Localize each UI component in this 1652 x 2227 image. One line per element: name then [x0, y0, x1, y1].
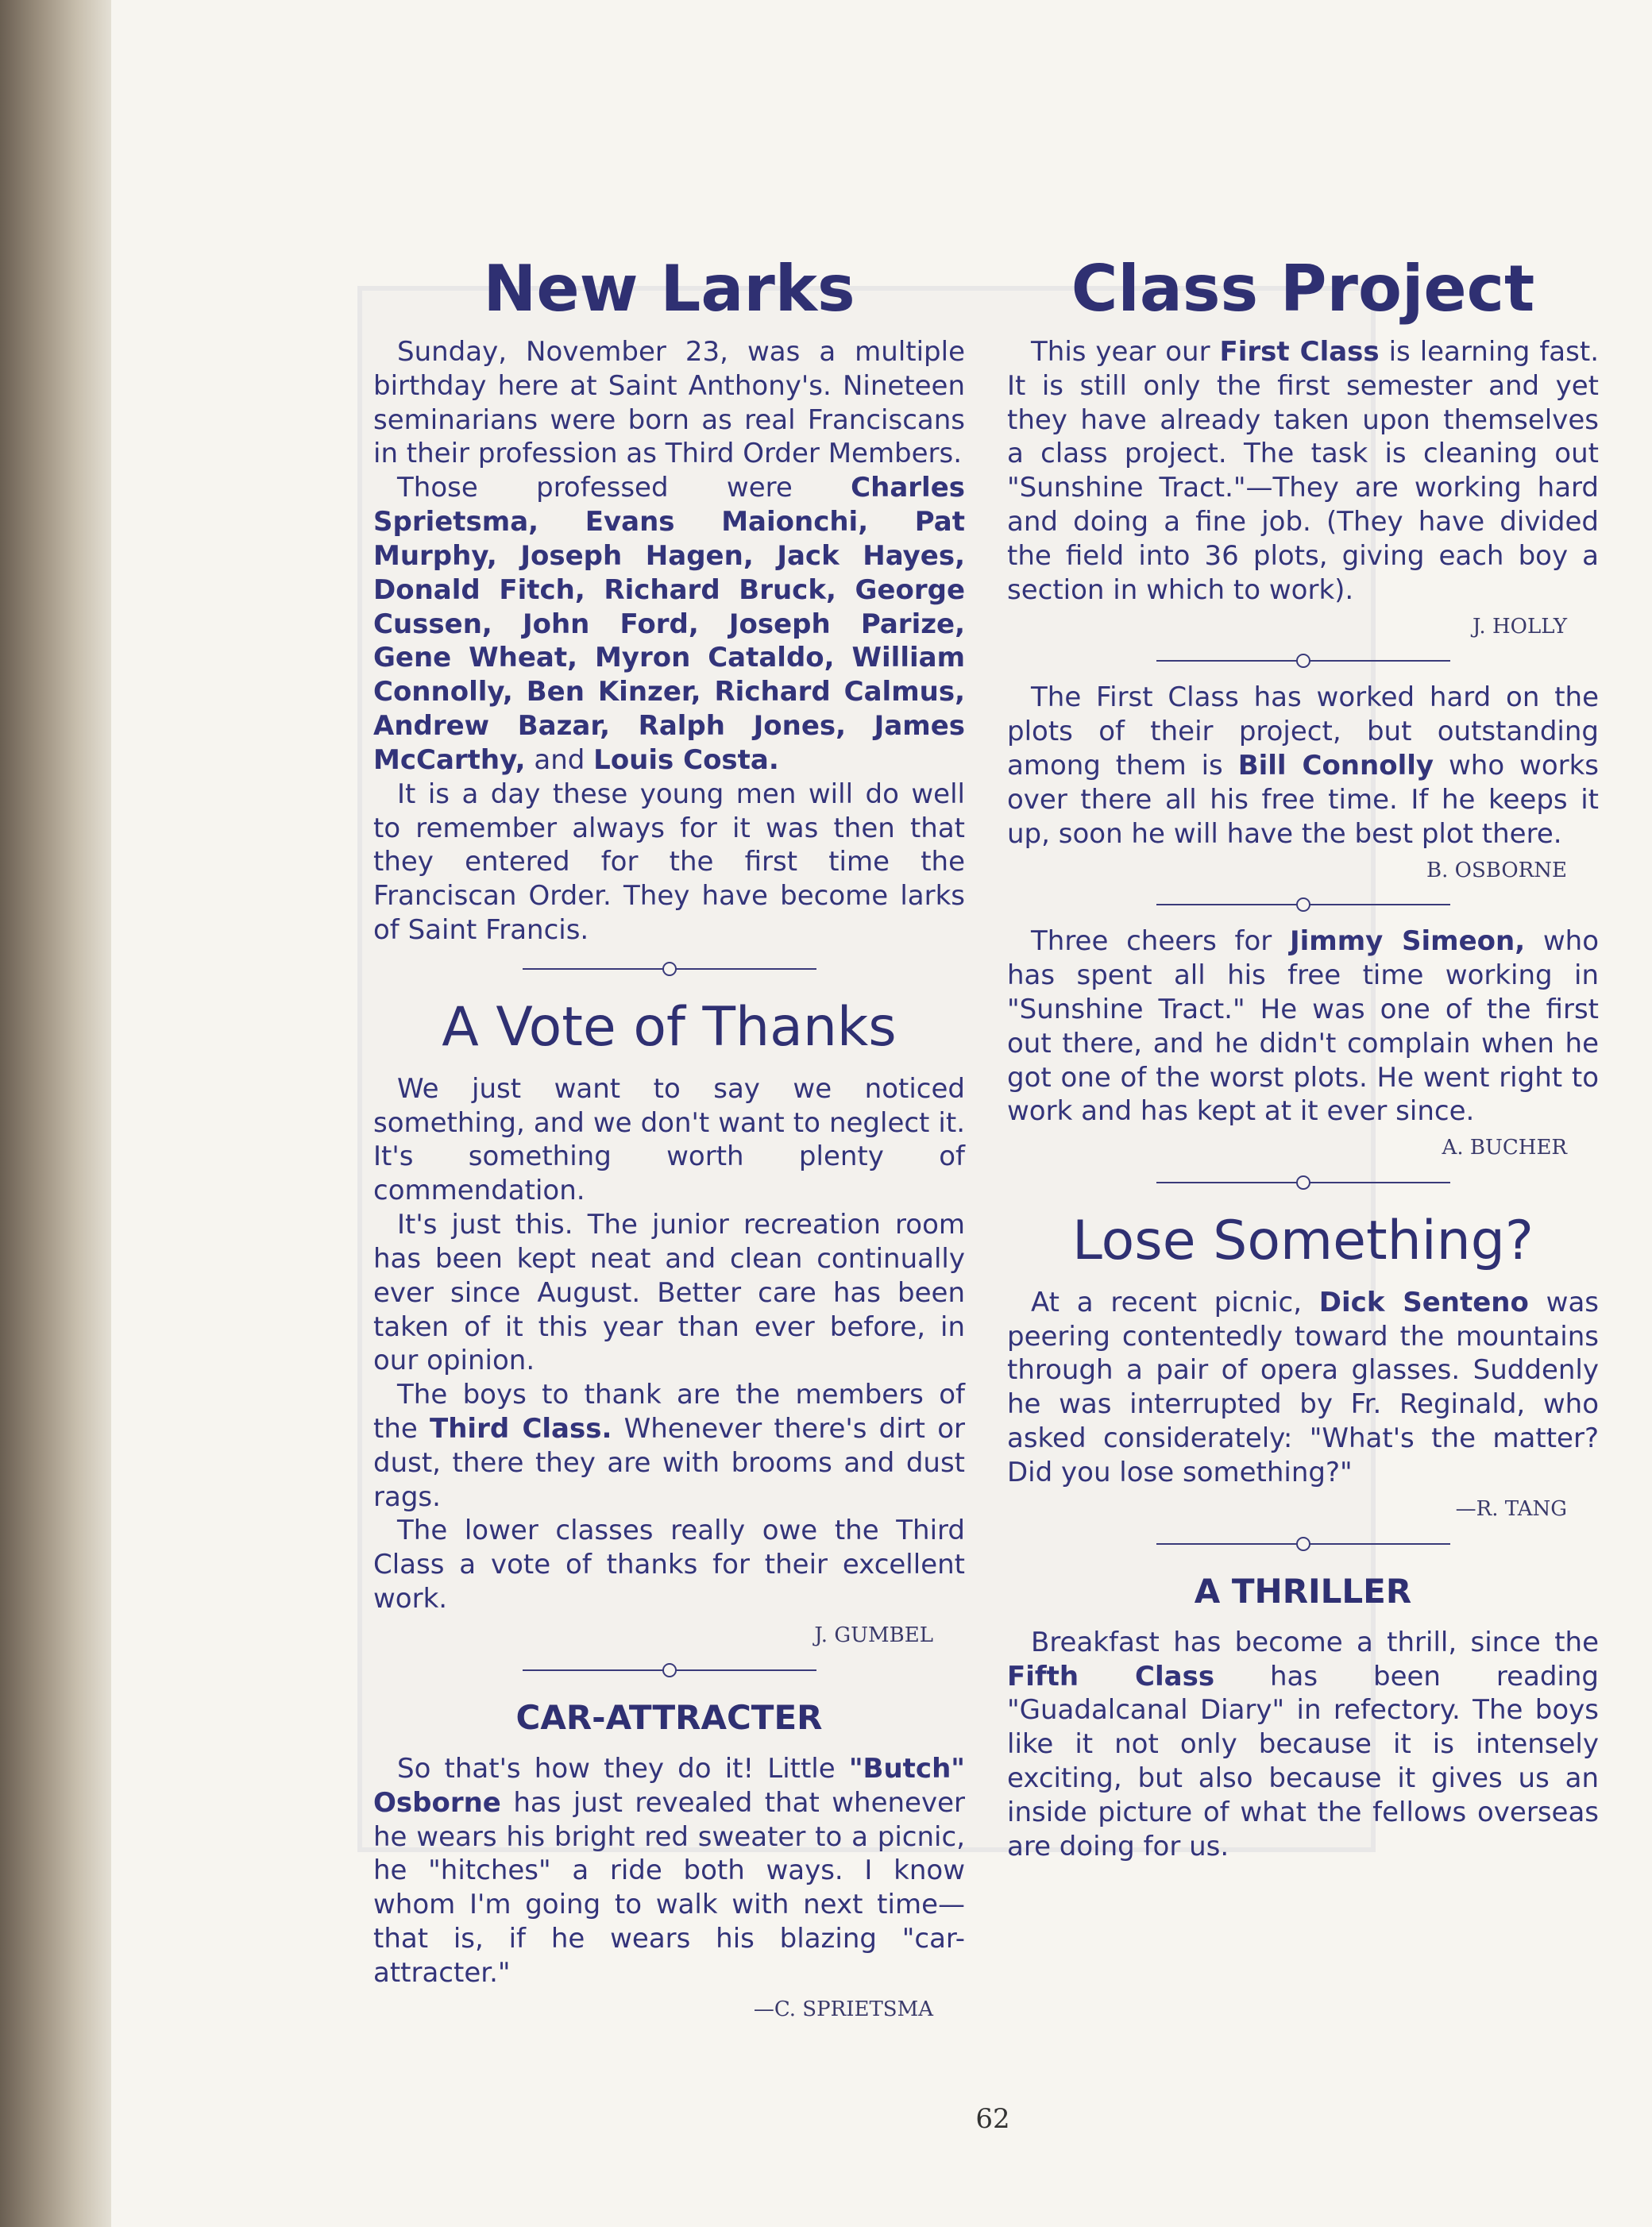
text-span: So that's how they do it! Little — [397, 1752, 849, 1785]
section-divider — [523, 957, 816, 981]
byline: J. HOLLY — [1473, 614, 1567, 639]
class-project-title: Class Project — [1071, 252, 1535, 326]
lose-something-title: Lose Something? — [1071, 1209, 1534, 1272]
first-class: First Class — [1219, 336, 1380, 368]
text-span: At a recent picnic, — [1031, 1286, 1319, 1318]
byline: B. OSBORNE — [1426, 858, 1567, 882]
text-span: Three cheers for — [1031, 925, 1290, 958]
text-span: has just revealed that whenever he wears his bright red sweater to a picnic, he "hitches" a ride both ways. I know whom I'm going to walk with next time—that is, if he wears his blazing "car-attracter." — [373, 1786, 965, 1989]
thriller-title: A THRILLER — [1194, 1571, 1412, 1611]
section-divider — [1156, 1171, 1450, 1195]
text-span: is learning fast. It is still only the first semester and yet they have already taken upon themselves a class project. The task is cleaning out "Sunshine Tract."—They are working hard and doing a fine job. (They have divided the field into 36 plots, giving each boy a section in which to work). — [1007, 336, 1599, 606]
car-attracter-paragraph — [373, 1752, 965, 1990]
text-span: Whenever there's dirt or dust, there they are with brooms and dust rags. — [373, 1412, 965, 1513]
text-span: This year our — [1031, 336, 1220, 368]
section-divider — [1156, 1532, 1450, 1556]
text-span: who works over there all his free time. If he keeps it up, soon he will have the best plot there. — [1007, 750, 1600, 850]
section-divider — [1156, 893, 1450, 917]
text-span: who has spent all his free time working in "Sunshine Tract." He was one of the first out there, and he didn't complain when he got one of the worst plots. He went right to work and has kept at it ever since. — [1007, 925, 1599, 1128]
vote-paragraph: It's just this. The junior recreation room has been kept neat and clean continually ever since August. Better care has been taken of it this year than ever before, in our opinion. — [373, 1209, 965, 1377]
text-span: was peering contentedly toward the mountains through a pair of opera glasses. Suddenly he was interrupted by Fr. Reginald, who asked considerately: "What's the matter? Did you lose something?" — [1007, 1286, 1599, 1488]
text-span: and — [525, 743, 594, 776]
fifth-class: Fifth Class — [1007, 1660, 1215, 1692]
text-span: Breakfast has become a thrill, since the — [1031, 1626, 1599, 1658]
vote-paragraph — [373, 1378, 965, 1514]
byline: —R. TANG — [1455, 1496, 1567, 1521]
new-larks-paragraph — [373, 471, 965, 777]
vote-of-thanks-title: A Vote of Thanks — [442, 995, 897, 1059]
jimmy-simeon: Jimmy Simeon, — [1289, 925, 1526, 958]
new-larks-paragraph: It is a day these young men will do well to remember always for it was then that they entered for the first time the Franciscan Order. They have become larks of Saint Francis. — [373, 778, 965, 947]
book-binding — [0, 0, 111, 2227]
third-class: Third Class. — [430, 1412, 612, 1445]
text-span: Those professed were — [397, 472, 851, 504]
text-span: has been reading "Guadalcanal Diary" in refectory. The boys like it not only because it is intensely exciting, but also because it gives us an inside picture of what the fellows overseas are doing for us. — [1007, 1660, 1599, 1862]
vote-paragraph: We just want to say we noticed something, and we don't want to neglect it. It's something worth plenty of commendation. — [373, 1072, 965, 1207]
dick-senteno: Dick Senteno — [1318, 1286, 1529, 1318]
bill-connolly: Bill Connolly — [1237, 750, 1434, 782]
byline: J. GUMBEL — [814, 1623, 933, 1647]
byline: A. BUCHER — [1442, 1136, 1567, 1160]
thriller-paragraph — [1007, 1626, 1599, 1864]
lose-something-paragraph — [1007, 1286, 1599, 1490]
text-span: The First Class has worked hard on the plots of their project, but outstanding among them is — [1007, 681, 1599, 782]
class-project-paragraph — [1007, 335, 1599, 608]
butch-osborne: "Butch" Osborne — [373, 1752, 965, 1819]
section-divider — [523, 1658, 816, 1682]
car-attracter-title: CAR-ATTRACTER — [515, 1697, 823, 1737]
professed-last-name: Louis Costa. — [593, 743, 779, 776]
class-project-paragraph — [1007, 681, 1599, 851]
vote-paragraph: The lower classes really owe the Third Class a vote of thanks for their excellent work. — [373, 1515, 965, 1615]
page-number: 62 — [975, 2103, 1010, 2135]
text-span: The boys to thank are the members of the — [373, 1379, 965, 1445]
left-column — [373, 254, 965, 2025]
professed-names: Charles Sprietsma, Evans Maionchi, Pat Murphy, Joseph Hagen, Jack Hayes, Donald Fitch, Richard Bruck, George Cussen, John Ford, Joseph Parize, Gene Wheat, Myron Cataldo, William Connolly, Ben Kinzer, Richard Calmus, Andrew Bazar, Ralph Jones, James McCarthy, — [373, 472, 965, 776]
right-column — [1007, 254, 1599, 1863]
new-larks-paragraph: Sunday, November 23, was a multiple birthday here at Saint Anthony's. Nineteen seminarians were born as real Franciscans in their profession as Third Order Members. — [373, 336, 965, 470]
new-larks-title: New Larks — [483, 252, 855, 326]
section-divider — [1156, 649, 1450, 673]
class-project-paragraph — [1007, 924, 1599, 1129]
byline: —C. SPRIETSMA — [753, 1997, 933, 2021]
